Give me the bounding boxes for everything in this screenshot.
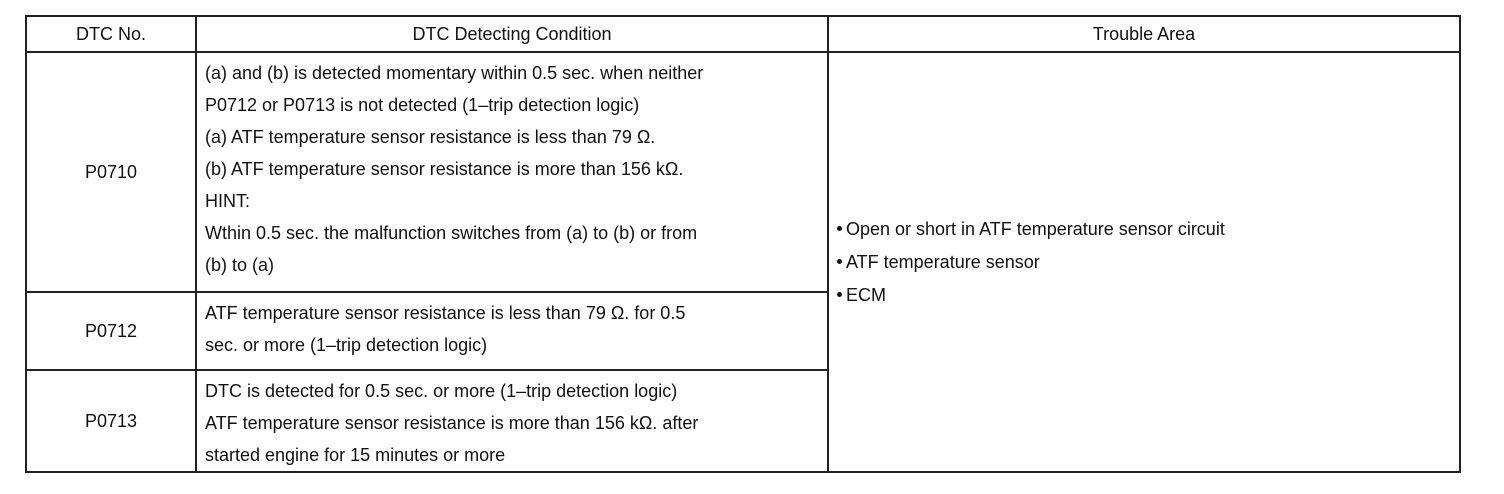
header-dtc-no: DTC No. [26, 16, 196, 52]
trouble-area-item [835, 246, 1453, 279]
table-row [26, 52, 1460, 292]
trouble-area-text: ATF temperature sensor [846, 251, 1040, 272]
condition-line: HINT: [205, 191, 250, 211]
condition-line: ATF temperature sensor resistance is less than 79 Ω. for 0.5 [205, 303, 686, 323]
detecting-condition [196, 292, 828, 370]
header-row [26, 16, 1460, 52]
header-detecting-condition: DTC Detecting Condition [196, 16, 828, 52]
trouble-area-item [835, 213, 1453, 246]
condition-line: ATF temperature sensor resistance is more than 156 kΩ. after [205, 413, 699, 433]
condition-line: (b) to (a) [205, 255, 275, 275]
condition-line: (a) ATF temperature sensor resistance is less than 79 Ω. [205, 127, 656, 147]
trouble-area [828, 52, 1460, 472]
dtc-code: P0710 [26, 52, 196, 292]
detecting-condition [196, 370, 828, 472]
condition-line: Wthin 0.5 sec. the malfunction switches from (a) to (b) or from [205, 223, 698, 243]
bullet-icon [837, 226, 842, 231]
condition-line: (a) and (b) is detected momentary within 0.5 sec. when neither [205, 63, 704, 83]
dtc-code: P0713 [26, 370, 196, 472]
trouble-area-text: ECM [846, 284, 886, 305]
trouble-area-text: Open or short in ATF temperature sensor circuit [846, 218, 1225, 239]
detecting-condition [196, 52, 828, 292]
condition-line: (b) ATF temperature sensor resistance is more than 156 kΩ. [205, 159, 684, 179]
header-trouble-area: Trouble Area [828, 16, 1460, 52]
dtc-code: P0712 [26, 292, 196, 370]
condition-line: P0712 or P0713 is not detected (1–trip detection logic) [205, 95, 640, 115]
condition-line: started engine for 15 minutes or more [205, 445, 506, 465]
condition-line: DTC is detected for 0.5 sec. or more (1–trip detection logic) [205, 381, 678, 401]
bullet-icon [837, 292, 842, 297]
condition-line: sec. or more (1–trip detection logic) [205, 335, 488, 355]
trouble-area-item [835, 279, 1453, 312]
dtc-table [25, 15, 1461, 473]
bullet-icon [837, 259, 842, 264]
